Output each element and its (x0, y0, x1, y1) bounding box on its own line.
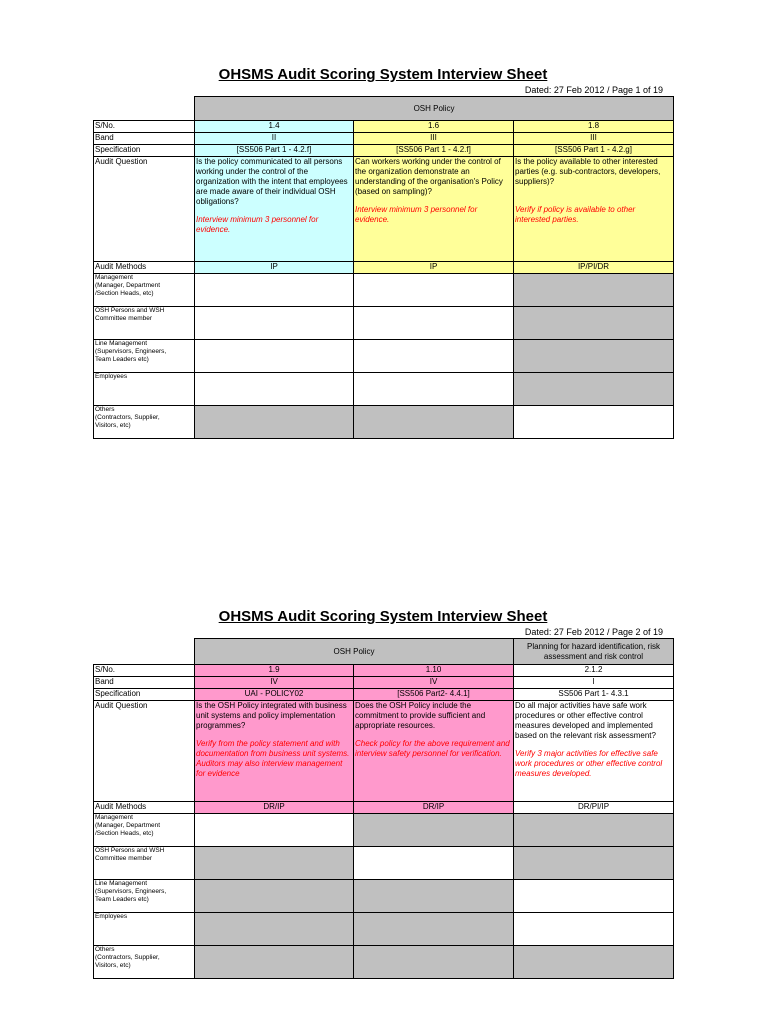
response-cell[interactable] (354, 274, 514, 307)
question-text: Is the policy available to other interested parties (e.g. sub-contractors, developers, suppliers)? (515, 157, 661, 186)
dated-page-info: Dated: 27 Feb 2012 / Page 2 of 19 (524, 627, 663, 637)
interview-sheet-page-2 (93, 608, 673, 979)
question-text: Can workers working under the control of the organization demonstrate an understanding of the organisation's Policy (based on sampling)? (355, 157, 503, 196)
empty-corner (94, 97, 195, 121)
response-cell[interactable] (354, 340, 514, 373)
row-label-osh-persons: OSH Persons and WSH Committee member (94, 847, 195, 880)
row-label-band: Band (94, 133, 195, 145)
cell-band: I (514, 677, 674, 689)
response-cell-na (514, 814, 674, 847)
response-cell[interactable] (195, 340, 354, 373)
row-label-specification: Specification (94, 145, 195, 157)
row-label-management: Management (Manager, Department /Section Heads, etc) (94, 814, 195, 847)
response-cell-na (354, 913, 514, 946)
cell-audit-question (514, 701, 674, 802)
audit-table (93, 96, 674, 439)
row-label-employees: Employees (94, 373, 195, 406)
cell-band: III (354, 133, 514, 145)
question-text: Is the policy communicated to all persons working under the control of the organization with the intent that employees are made aware of their individual OSH obligations? (196, 157, 348, 206)
auditor-note: Verify 3 major activities for effective safe work procedures or other effective control measures developed. (515, 749, 663, 778)
question-text: Is the OSH Policy integrated with business unit systems and policy implementation programmes? (196, 701, 347, 730)
response-cell[interactable] (195, 307, 354, 340)
sheet-title: OHSMS Audit Scoring System Interview Sheet (218, 66, 548, 83)
row-label-sno: S/No. (94, 665, 195, 677)
response-cell[interactable] (354, 847, 514, 880)
cell-audit-question (195, 157, 354, 262)
row-label-band: Band (94, 677, 195, 689)
cell-specification: [SS506 Part 1 - 4.2.f] (195, 145, 354, 157)
row-label-audit-methods: Audit Methods (94, 262, 195, 274)
cell-audit-methods: IP/PI/DR (514, 262, 674, 274)
response-cell-na (195, 946, 354, 979)
cell-band: III (514, 133, 674, 145)
group-header-osh-policy: OSH Policy (195, 97, 674, 121)
dated-page-info: Dated: 27 Feb 2012 / Page 1 of 19 (524, 85, 663, 95)
response-cell[interactable] (514, 880, 674, 913)
empty-corner (94, 639, 195, 665)
cell-audit-methods: DR/PI/IP (514, 802, 674, 814)
cell-specification: SS506 Part 1- 4.3.1 (514, 689, 674, 701)
row-label-others: Others (Contractors, Supplier, Visitors, etc) (94, 406, 195, 439)
group-header-osh-policy: OSH Policy (195, 639, 514, 665)
row-label-osh-persons: OSH Persons and WSH Committee member (94, 307, 195, 340)
cell-sno: 1.8 (514, 121, 674, 133)
cell-specification: UAI - POLICY02 (195, 689, 354, 701)
row-label-line-management: Line Management (Supervisors, Engineers, Team Leaders etc) (94, 880, 195, 913)
cell-audit-question (354, 157, 514, 262)
response-cell-na (195, 406, 354, 439)
response-cell-na (195, 913, 354, 946)
sheet-title: OHSMS Audit Scoring System Interview Sheet (218, 608, 548, 625)
response-cell-na (514, 340, 674, 373)
cell-sno: 1.4 (195, 121, 354, 133)
question-text: Do all major activities have safe work procedures or other effective control measures developed and implemented based on the relevant risk assessment? (515, 701, 656, 740)
cell-sno: 2.1.2 (514, 665, 674, 677)
row-label-management: Management (Manager, Department /Section Heads, etc) (94, 274, 195, 307)
row-label-audit-question: Audit Question (94, 701, 195, 802)
auditor-note: Interview minimum 3 personnel for evidence. (355, 205, 478, 224)
row-label-specification: Specification (94, 689, 195, 701)
cell-audit-question (195, 701, 354, 802)
response-cell-na (354, 406, 514, 439)
response-cell[interactable] (195, 814, 354, 847)
cell-specification: [SS506 Part2- 4.4.1] (354, 689, 514, 701)
response-cell-na (514, 847, 674, 880)
row-label-audit-question: Audit Question (94, 157, 195, 262)
response-cell-na (514, 274, 674, 307)
cell-audit-methods: DR/IP (354, 802, 514, 814)
cell-sno: 1.10 (354, 665, 514, 677)
response-cell-na (195, 880, 354, 913)
response-cell[interactable] (514, 406, 674, 439)
response-cell-na (354, 814, 514, 847)
auditor-note: Verify from the policy statement and with documentation from business unit systems. Auditors may also interview management for evidence (196, 739, 350, 778)
question-text: Does the OSH Policy include the commitment to provide sufficient and appropriate resources. (355, 701, 486, 730)
cell-band: IV (354, 677, 514, 689)
row-label-audit-methods: Audit Methods (94, 802, 195, 814)
response-cell-na (195, 847, 354, 880)
cell-sno: 1.6 (354, 121, 514, 133)
row-label-employees: Employees (94, 913, 195, 946)
cell-audit-methods: IP (354, 262, 514, 274)
row-label-others: Others (Contractors, Supplier, Visitors, etc) (94, 946, 195, 979)
row-label-sno: S/No. (94, 121, 195, 133)
cell-specification: [SS506 Part 1 - 4.2.f] (354, 145, 514, 157)
cell-audit-methods: IP (195, 262, 354, 274)
response-cell[interactable] (354, 307, 514, 340)
cell-band: II (195, 133, 354, 145)
row-label-line-management: Line Management (Supervisors, Engineers, Team Leaders etc) (94, 340, 195, 373)
response-cell[interactable] (514, 913, 674, 946)
response-cell-na (354, 880, 514, 913)
response-cell[interactable] (195, 274, 354, 307)
response-cell-na (514, 307, 674, 340)
response-cell-na (514, 946, 674, 979)
auditor-note: Check policy for the above requirement and interview safety personnel for verification. (355, 739, 510, 758)
cell-specification: [SS506 Part 1 - 4.2.g] (514, 145, 674, 157)
response-cell-na (354, 946, 514, 979)
cell-audit-question (354, 701, 514, 802)
auditor-note: Verify if policy is available to other interested parties. (515, 205, 636, 224)
interview-sheet-page-1 (93, 66, 673, 439)
auditor-note: Interview minimum 3 personnel for evidence. (196, 215, 319, 234)
response-cell[interactable] (354, 373, 514, 406)
response-cell[interactable] (195, 373, 354, 406)
audit-table (93, 638, 674, 979)
group-header-planning: Planning for hazard identification, risk assessment and risk control (514, 639, 674, 665)
cell-sno: 1.9 (195, 665, 354, 677)
cell-band: IV (195, 677, 354, 689)
cell-audit-question (514, 157, 674, 262)
response-cell-na (514, 373, 674, 406)
cell-audit-methods: DR/IP (195, 802, 354, 814)
